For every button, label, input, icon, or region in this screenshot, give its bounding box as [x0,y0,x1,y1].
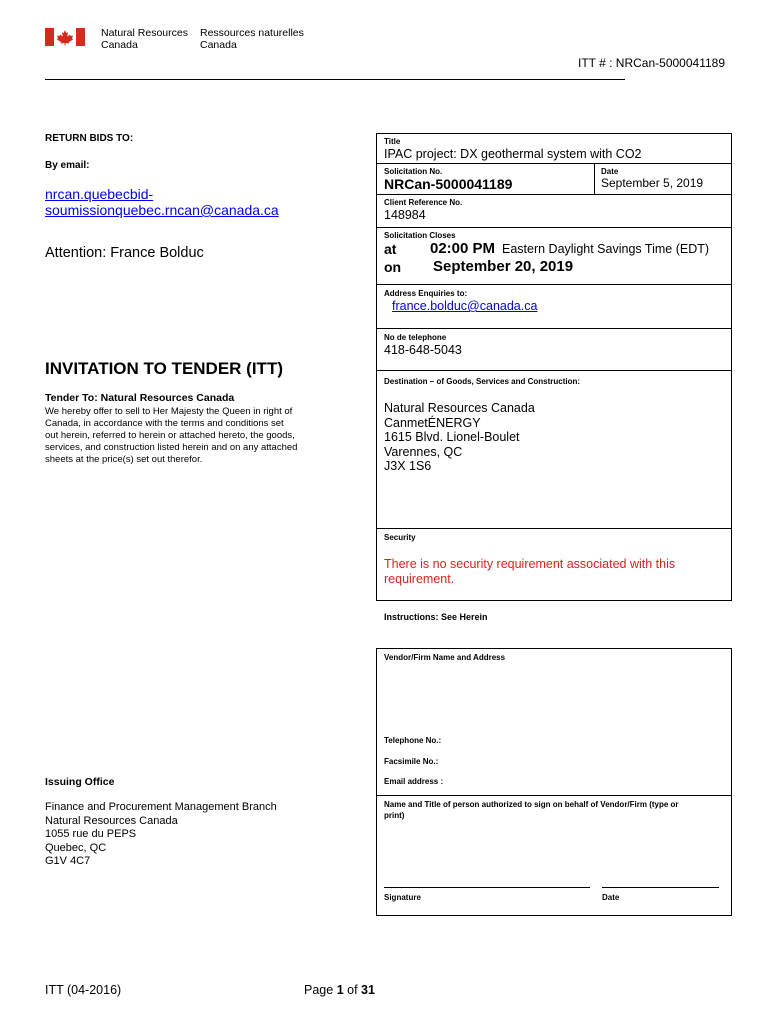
divider [376,194,732,195]
solicitation-no-value: NRCan-5000041189 [384,176,513,192]
date-column-divider [594,163,595,194]
date-value: September 5, 2019 [601,176,704,190]
destination-address [384,401,535,474]
department-name-en [101,27,188,51]
divider [376,370,732,371]
client-ref-label: Client Reference No. [384,198,463,207]
dept-en-line1: Natural Resources [101,27,188,39]
address-line: Quebec, QC [45,841,107,854]
return-email-link[interactable] [45,186,279,218]
dept-en-line2: Canada [101,39,138,51]
closes-time: 02:00 PM [430,240,496,257]
security-line: requirement. [384,571,455,586]
address-line: 1055 rue du PEPS [45,828,137,840]
telephone-label: No de telephone [384,333,447,342]
vendor-telephone-label: Telephone No.: [384,736,442,745]
itt-reference: ITT # : NRCan-5000041189 [578,56,725,70]
divider [376,328,732,329]
offer-text [45,406,297,466]
signature-date-label: Date [602,893,620,902]
department-name-fr [200,27,304,51]
issuing-office-address [45,801,277,869]
destination-line: Varennes, QC [384,444,463,459]
signature-line[interactable] [384,887,590,888]
divider [376,795,732,796]
authorized-person-label [384,799,724,821]
vendor-facsimile-label: Facsimile No.: [384,757,439,766]
divider [376,284,732,285]
enquiries-email-link[interactable]: france.bolduc@canada.ca [392,299,538,313]
page-current: 1 [336,983,344,997]
destination-line: CanmetÉNERGY [384,415,481,430]
security-label: Security [384,533,416,542]
authorized-line: Name and Title of person authorized to sign on behalf of Vendor/Firm (type or [384,800,679,809]
divider [376,528,732,529]
closes-at: at [384,241,397,257]
address-line: Finance and Procurement Management Branch [45,801,277,813]
email-line2[interactable]: soumissionquebec.rncan@canada.ca [45,202,279,218]
client-ref-value: 148984 [384,208,426,222]
dept-fr-line1: Ressources naturelles [200,27,304,39]
vendor-email-label: Email address : [384,777,444,786]
divider [376,227,732,228]
divider [376,163,732,164]
offer-line: out herein, referred to herein or attached hereto, the goods, [45,430,295,441]
instructions-line: Instructions: See Herein [384,612,488,622]
address-line: Natural Resources Canada [45,814,178,827]
page-of: of [347,983,358,997]
canada-flag-icon [45,28,85,46]
dept-fr-line2: Canada [200,39,237,51]
signature-label: Signature [384,893,421,902]
security-line: There is no security requirement associated with this [384,557,676,571]
page-indicator [304,983,375,997]
offer-line: sheets at the price(s) set out therefor. [45,454,203,465]
issuing-office-label: Issuing Office [45,776,115,788]
offer-line: We hereby offer to sell to Her Majesty the Queen in right of [45,406,293,417]
offer-line: Canada, in accordance with the terms and conditions set [45,418,284,429]
authorized-line: print) [384,811,405,820]
signature-date-line[interactable] [602,887,719,888]
email-line1[interactable]: nrcan.quebecbid- [45,186,154,202]
solicitation-no-label: Solicitation No. [384,167,443,176]
form-code: ITT (04-2016) [45,983,122,997]
destination-line: J3X 1S6 [384,459,432,474]
offer-line: services, and construction listed herein and on any attached [45,442,298,453]
vendor-label: Vendor/Firm Name and Address [384,653,506,662]
by-email-label: By email: [45,160,90,171]
tender-to-label: Tender To: Natural Resources Canada [45,392,235,404]
address-line: G1V 4C7 [45,855,91,867]
itt-heading: INVITATION TO TENDER (ITT) [45,359,283,378]
closes-timezone: Eastern Daylight Savings Time (EDT) [502,242,710,256]
title-value: IPAC project: DX geothermal system with CO2 [384,147,642,161]
date-label: Date [601,167,619,176]
title-label: Title [384,137,401,146]
attention-line: Attention: France Bolduc [45,245,204,261]
page-word: Page [304,983,334,997]
closes-label: Solicitation Closes [384,231,456,240]
telephone-value: 418-648-5043 [384,343,462,357]
return-bids-label: RETURN BIDS TO: [45,133,134,144]
closes-date: September 20, 2019 [433,258,574,275]
header-divider [45,79,625,80]
page-total: 31 [361,983,375,997]
closes-on: on [384,259,402,275]
security-statement [384,557,675,586]
destination-line: Natural Resources Canada [384,401,535,415]
destination-label: Destination – of Goods, Services and Construction: [384,377,581,386]
destination-line: 1615 Blvd. Lionel-Boulet [384,430,520,445]
enquiries-label: Address Enquiries to: [384,289,468,298]
